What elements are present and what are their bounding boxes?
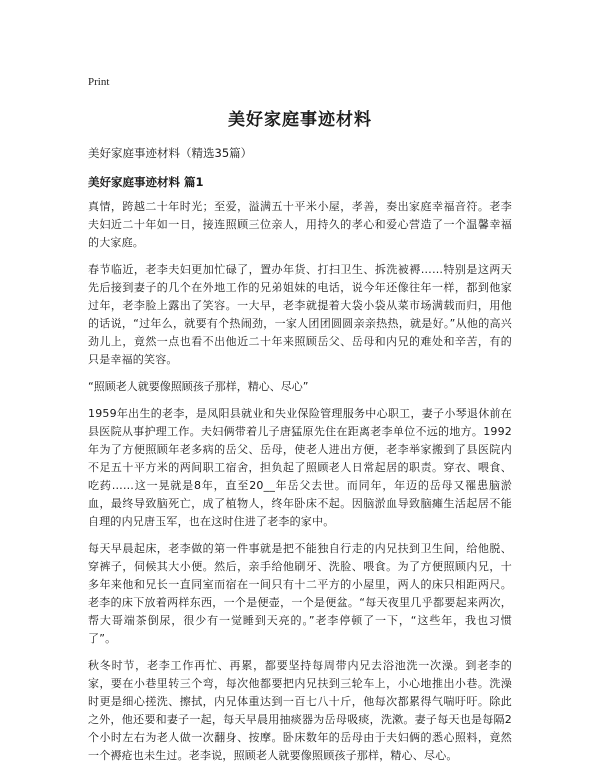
- document-subtitle: 美好家庭事迹材料（精选35篇）: [88, 146, 253, 160]
- section-heading: 美好家庭事迹材料 篇1: [88, 175, 204, 189]
- paragraph-autumn-winter: 秋冬时节，老李工作再忙、再累，都要坚持每周带内兄去浴池洗一次澡。到老李的家，要在小巷里转三个弯，每次他都要把内兄扶到三轮车上，小心地推出小巷。洗澡时更是细心搓洗、擦拭，内兄体重达到一百七八十斤，他每次都累得气喘吁吁。除此之外，他还要和妻子一起，每天早晨用抽痰器为岳母吸痰，洗漱。妻子每天也是每隔2个小时左右为老人做一次翻身、按摩。卧床数年的岳母由于夫妇俩的悉心照料，竟然一个褥疮也未生过。老李说，照顾老人就要像照顾孩子那样，精心、尽心。: [88, 659, 512, 762]
- paragraph-daily-care: 每天早晨起床，老李做的第一件事就是把不能独自行走的内兄扶到卫生间，给他脱、穿裤子，伺候其大小便。然后，亲手给他刷牙、洗脸、喂食。为了方便照顾内兄，十多年来他和兄长一直同室而宿在一间只有十二平方的小屋里，两人的床只相距两尺。老李的床下放着两样东西，一个是便壶，一个是便盆。“每天夜里几乎都要起来两次，帮大哥端茶倒尿，很少有一觉睡到天亮的。”老李停顿了一下，“这些年，我也习惯了”。: [88, 542, 512, 645]
- paragraph-background: 1959年出生的老李，是凤阳县就业和失业保险管理服务中心职工，妻子小琴退休前在县医院从事护理工作。夫妇俩带着儿子唐猛原先住在距离老李单位不远的地方。1992年为了方便照顾年老多病的岳父、岳母，使老人进出方便，老李举家搬到了县医院内不足五十平方米的两间职工宿舍，担负起了照顾老人日常起居的职责。穿衣、喂食、吃药……这一晃就是8年，直至20__年岳父去世。而同年，年迈的岳母又罹患脑淤血，最终导致脑死亡，成了植物人，终年卧床不起。因脑淤血导致脑瘫生活起居不能自理的内兄唐玉军，也在这时住进了老李的家中。: [88, 407, 512, 528]
- print-link[interactable]: Print: [88, 76, 110, 88]
- paragraph-quote: “照顾老人就要像照顾孩子那样，精心、尽心”: [88, 380, 309, 393]
- page-title: 美好家庭事迹材料: [228, 110, 372, 130]
- paragraph-intro: 真情，跨越二十年时光；至爱，溢满五十平米小屋，孝善，奏出家庭幸福音符。老李夫妇近二十年如一日，接连照顾三位亲人，用持久的孝心和爱心营造了一个温馨幸福的大家庭。: [88, 200, 512, 249]
- paragraph-spring-festival: 春节临近，老李夫妇更加忙碌了，置办年货、打扫卫生、拆洗被褥……特别是这两天先后接到妻子的几个在外地工作的兄弟姐妹的电话，说今年还像往年一样，都到他家过年，老李脸上露出了笑容。一大早，老李就提着大袋小袋从菜市场满载而归，用他的话说，“过年么，就要有个热闹劲，一家人团团圆圆亲亲热热，就是好。”从他的高兴劲儿上，竟然一点也看不出他近二十年来照顾岳父、岳母和内兄的难处和辛苦，有的只是幸福的笑容。: [88, 263, 512, 366]
